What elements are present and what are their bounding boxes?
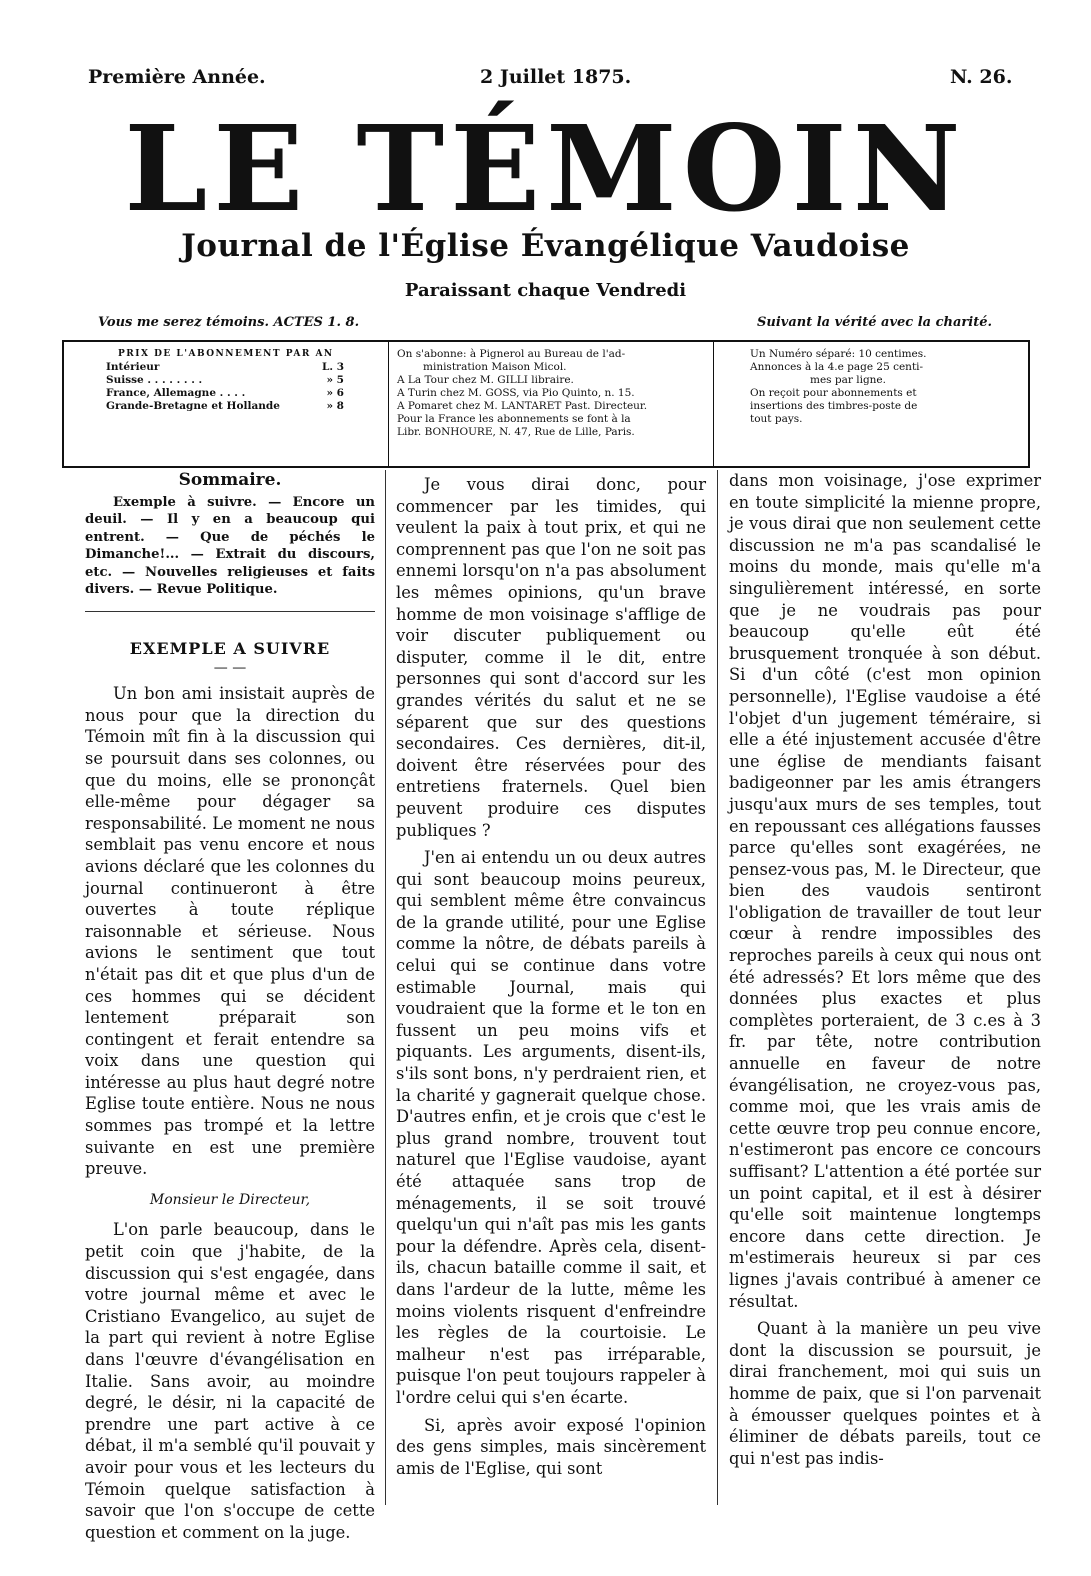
summary-text: Exemple à suivre. — Encore un deuil. — Il y en a beaucoup qui entrent. — Que de péchés le Dimanche!... — Extrait du discours, etc. — Nouvelles religieuses et faits divers. — Revue Politique. <box>85 494 375 598</box>
column-divider <box>717 470 718 1505</box>
publication-frequency: Paraissant chaque Vendredi <box>404 280 687 301</box>
letter-salutation: Monsieur le Directeur, <box>149 1191 311 1208</box>
notice-line: mes par ligne. <box>810 374 886 386</box>
column-2 <box>396 474 706 1479</box>
notice-line: insertions des timbres-poste de <box>750 400 918 412</box>
column-3 <box>729 470 1041 1469</box>
price-row: Grande-Bretagne et Hollande » 8 <box>106 400 344 412</box>
article-paragraph: Je vous dirai donc, pour commencer par les timides, qui veulent la paix à tout prix, et qui ne comprennent pas que l'on ne soit pas ennemi lorsqu'on n'a pas absolument les mêmes opinions, qu'un brave homme de mon voisinage s'afflige de voir discuter publiquement ou disputer, comme il le dit, entre personnes qui sont d'accord sur les grandes vérités du salut et ne se séparent que sur des questions secondaires. Ces dernières, dit-il, doivent être réservées pour des entretiens fraternels. Quel bien peuvent produire ces disputes publiques ? <box>396 475 706 840</box>
price-row: France, Allemagne . . . . » 6 <box>106 387 344 399</box>
article-paragraph: L'on parle beaucoup, dans le petit coin que j'habite, de la discussion qui s'est engagée, dans votre journal même et avec le Cristiano Evangelico, au sujet de la part qui revient à notre Eglise dans l'œuvre d'évangélisation en Italie. Sans avoir, au moindre degré, le désir, ni la capacité de prendre une part active à ce débat, il m'a semblé qu'il pouvait y avoir pour vous et les lecteurs du Témoin quelque satisfaction à savoir que l'on s'occupe de cette question et comment on la juge. <box>85 1220 375 1542</box>
column-1 <box>85 470 375 1543</box>
address-line: On s'abonne: à Pignerol au Bureau de l'ad- <box>397 348 626 360</box>
motto-left: Vous me serez témoins. ACTES 1. 8. <box>98 315 360 330</box>
price-row: Intérieur L. 3 <box>106 361 344 373</box>
pricing-notices <box>714 342 1028 466</box>
column-divider <box>385 470 386 1505</box>
issue-date: 2 Juillet 1875. <box>480 66 632 88</box>
motto-right: Suivant la vérité avec la charité. <box>757 315 992 330</box>
issue-number: N. 26. <box>950 66 1013 88</box>
notice-line: tout pays. <box>750 413 803 425</box>
notice-line: Un Numéro séparé: 10 centimes. <box>750 348 927 360</box>
summary-heading: Sommaire. <box>178 470 282 490</box>
price-table <box>64 342 389 466</box>
address-line: Pour la France les abonnements se font à la <box>397 413 631 425</box>
price-row: Suisse . . . . . . . . » 5 <box>106 374 344 386</box>
notice-line: On reçoit pour abonnements et <box>750 387 917 399</box>
address-line: Libr. BONHOURE, N. 47, Rue de Lille, Paris. <box>397 426 635 438</box>
address-line: A Turin chez M. GOSS, via Pio Quinto, n. 15. <box>397 387 635 399</box>
article-paragraph: dans mon voisinage, j'ose exprimer en toute simplicité la mienne propre, je vous dirai que non seulement cette discussion ne m'a pas scandalisé le moins du monde, mais qu'elle m'a singulièrement intéressé, en sorte que je ne voudrais pas pour beaucoup qu'elle eût été brusquement tronquée à son début. Si d'un côté (c'est mon opinion personnelle), l'Eglise vaudoise a été l'objet d'un jugement téméraire, si elle a été injustement accusée d'être une église de mendiants faisant badigeonner par les amis étrangers jusqu'aux murs de ses temples, tout en repoussant ces allégations fausses parce qu'elles sont exagérées, ne pensez-vous pas, M. le Directeur, que bien des vaudois sentiront l'obligation de travailler de tout leur cœur à rendre impossibles des reproches pareils à ceux qui nous ont été adressés? Et lors même que des données plus exactes et plus complètes porteraient, de 3 c.es à 3 fr. par tête, notre contribution annuelle en faveur de notre évangélisation, ne croyez-vous pas, comme moi, que les vrais amis de cette œuvre trop peu connue encore, n'estimeront pas encore ce concours suffisant? L'attention a été portée sur un point capital, et il est à désirer qu'elle soit maintenue longtemps encore dans cette direction. Je m'estimerais heureux si par ces lignes j'avais contribué à amener ce résultat. <box>729 471 1041 1311</box>
subscription-addresses <box>389 342 714 466</box>
address-line: A La Tour chez M. GILLI libraire. <box>397 374 574 386</box>
notice-line: Annonces à la 4.e page 25 centi- <box>750 361 924 373</box>
subscription-box <box>62 340 1030 468</box>
address-line: ministration Maison Micol. <box>423 361 567 373</box>
newspaper-title: LE TÉMOIN <box>124 99 967 238</box>
article-paragraph: Un bon ami insistait auprès de nous pour que la direction du Témoin mît fin à la discussion qui se poursuit dans ses colonnes, ou que du moins, elle se prononçât elle-même pour dégager sa responsabilité. Le moment ne nous semblait pas venu encore et nous avions déclaré que les colonnes du journal continueront à être ouvertes à toute réplique raisonnable et sérieuse. Nous avions le sentiment que tout n'était pas dit et que plus d'un de ces hommes qui se décident lentement préparait son contingent et ferait entendre sa voix dans une question qui intéresse au plus haut degré notre Eglise toute entière. Nous ne nous sommes pas trompé et la lettre suivante en est une première preuve. <box>85 684 375 1179</box>
article-paragraph: Quant à la manière un peu vive dont la discussion se poursuit, je dirai franchement, moi qui suis un homme de paix, que si l'on parvenait à émousser quelques pointes et à éliminer de débats pareils, tout ce qui n'est pas indis- <box>729 1319 1041 1468</box>
address-line: A Pomaret chez M. LANTARET Past. Directeur. <box>397 400 648 412</box>
title-dash: — — <box>213 660 247 677</box>
price-heading: PRIX DE L'ABONNEMENT PAR AN <box>118 349 334 359</box>
newspaper-subtitle: Journal de l'Église Évangélique Vaudoise <box>181 228 910 264</box>
article-paragraph: J'en ai entendu un ou deux autres qui sont beaucoup moins peureux, qui semblent même être convaincus de la grande utilité, pour une Eglise comme la nôtre, de débats pareils à celui qui se continue dans votre estimable Journal, mais qui voudraient que la forme et le ton en fussent un peu moins vifs et piquants. Les arguments, disent-ils, s'ils sont bons, n'y perdraient rien, et la charité y gagnerait quelque chose. D'autres enfin, et je crois que c'est le plus grand nombre, trouvent tout naturel que l'Eglise vaudoise, ayant été attaquée sans trop de ménagements, il se soit trouvé quelqu'un qui n'aît pas mis les gants pour la défendre. Après cela, disent-ils, chacun bataille comme il sait, et dans l'ardeur de la lutte, même les moins violents risquent d'enfreindre les règles de la courtoisie. Le malheur n'est pas irréparable, puisque l'on peut toujours rappeler à l'ordre celui qui s'en écarte. <box>396 848 706 1407</box>
article-title: EXEMPLE A SUIVRE <box>129 638 331 658</box>
article-paragraph: Si, après avoir exposé l'opinion des gens simples, mais sincèrement amis de l'Eglise, qui sont <box>396 1415 706 1478</box>
summary-separator <box>85 611 375 612</box>
year-label: Première Année. <box>88 66 266 88</box>
